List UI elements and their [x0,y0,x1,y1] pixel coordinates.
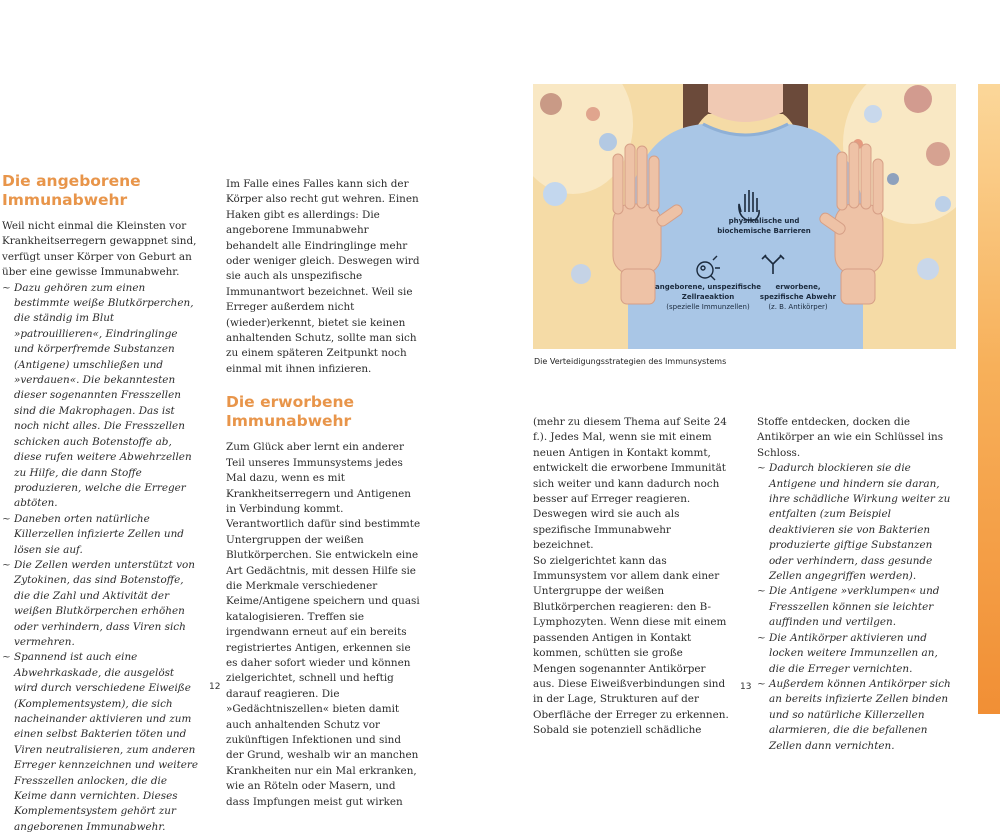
list-item: ~ Die Antikörper aktivieren und locken weitere Immunzellen an, die die Erreger vernichten. [757,631,956,677]
paragraph: Im Falle eines Falles kann sich der Körper also recht gut wehren. Einen Haken gibt es allerdings: Die angeborene Immunabwehr behandelt alle Eindringlinge mehr oder weniger gleich. Deswegen wird sie auch als unspezifische Immunantwort bezeichnet. Weil sie Erreger außerdem nicht (wieder)erkennt, bietet sie keinen anhaltenden Schutz, sollte man sich zu einem späteren Zeitpunkt noch einmal mit ihnen infizieren. [226,178,420,375]
label-barriers [709,216,819,236]
paragraph: (mehr zu diesem Thema auf Seite 24 f.). Jedes Mal, wenn sie mit einem neuen Antigen in Kontakt kommt, entwickelt die erworbene Immunität sich weiter und kann dadurch noch besser auf Erreger reagieren. Deswegen wird sie auch als spezifische Immunabwehr bezeichnet. [533,416,727,552]
heading-acquired-immunity: Die erworbene Immunabwehr [226,393,355,431]
list-item: ~ Die Antigene »verklumpen« und Fresszellen können sie leichter auffinden und vertilgen. [757,584,956,630]
list-item: ~ Spannend ist auch eine Abwehrkaskade, die ausgelöst wird durch verschiedene Eiweiße (Komplementsystem), die sich nacheinander aktivieren und zum einen selbst Bakterien töten und Viren neutralisieren, zum anderen Erreger kennzeichnen und weitere Fresszellen anlocken, die die Keime dann vernichten. Dieses Komplementsystem gehört zur angeborenen Immunabwehr. [2,650,199,835]
paragraph: Zum Glück aber lernt ein anderer Teil unseres Immunsystems jedes Mal dazu, wenn es mit Krankheitserregern und Antigenen in Verbindung kommt. Verantwortlich dafür sind bestimmte Untergruppen der weißen Blutkörperchen. Sie entwickeln eine Art Gedächtnis, mit dessen Hilfe sie die Merkmale verschiedener Keime/Antigene speichern und quasi katalogisieren. Treffen sie irgendwann erneut auf ein bereits registriertes Antigen, erkennen sie es daher sofort wieder und können zielgerichtet, schnell und heftig darauf reagieren. Die »Gedächtniszellen« bieten damit auch anhaltenden Schutz vor zukünftigen Infektionen und sind der Grund, weshalb wir an manchen Krankheiten nur ein Mal erkranken, wie an Röteln oder Masern, und dass Impfungen meist gut wirken [226,441,421,808]
label-innate [648,282,768,312]
left-column-2 [226,177,422,810]
chapter-edge-tab [978,84,1000,714]
heading-innate-immunity: Die angeborene Immunabwehr [2,172,141,209]
list-item: ~ Daneben orten natürliche Killerzellen infizierte Zellen und lösen sie auf. [2,512,199,558]
list-item: ~ Die Zellen werden unterstützt von Zytokinen, das sind Botenstoffe, die die Zahl und Aktivität der weißen Blutkörperchen erhöhen oder verhindern, dass Viren sich vermehren. [2,558,199,650]
right-column-2 [757,415,956,754]
page-number-right: 13 [740,682,752,692]
paragraph-intro: Weil nicht einmal die Kleinsten vor Krankheitserregern gewappnet sind, verfügt unser Körper von Geburt an über eine gewisse Immunabwehr. [2,220,197,279]
label-innate-sub: (spezielle Immunzellen) [666,303,750,311]
paragraph: Stoffe entdecken, docken die Antikörper an wie ein Schlüssel ins Schloss. [757,416,944,459]
left-column-1 [2,172,199,835]
label-innate-bold: angeborene, unspezifische Zellraeaktion [655,283,761,301]
paragraph: So zielgerichtet kann das Immunsystem vor allem dank einer Untergruppe der weißen Blutkörperchen reagieren: den B-Lymphozyten. Wenn diese mit einem passenden Antigen in Kontakt kommen, schütten sie große Mengen sogenannter Antikörper aus. Diese Eiweißverbindungen sind in der Lage, Strukturen auf der Oberfläche der Erreger zu erkennen. Sobald sie potenziell schädliche [533,554,729,737]
list-item: ~ Dadurch blockieren sie die Antigene und hindern sie daran, ihre schädliche Wirkung weiter zu entfalten (zum Beispiel deaktivieren sie von Bakterien produzierte giftige Substanzen oder verhindern, dass gesunde Zellen angegriffen werden). [757,461,956,584]
immune-system-illustration [533,84,956,349]
label-acquired-sub: (z. B. Antikörper) [768,303,828,311]
antibody-bullet-list [757,461,956,754]
label-barriers-text: physikalische und biochemische Barrieren [717,217,811,235]
label-acquired-bold: erworbene, spezifische Abwehr [759,283,837,301]
page-number-left: 12 [209,682,221,692]
list-item: ~ Außerdem können Antikörper sich an bereits infizierte Zellen binden und so natürliche Killerzellen alarmieren, die die befallenen Zellen dann vernichten. [757,677,956,754]
label-acquired [753,282,843,312]
figure-caption: Die Verteidigungsstrategien des Immunsystems [534,357,727,366]
list-item: ~ Dazu gehören zum einen bestimmte weiße Blutkörperchen, die ständig im Blut »patrouillieren«, Eindringlinge und körperfremde Substanzen (Antigene) umschließen und »verdauen«. Die bekanntesten dieser sogenannten Fresszellen sind die Makrophagen. Das ist noch nicht alles. Die Fresszellen schicken auch Botenstoffe ab, diese rufen weitere Abwehrzellen zu Hilfe, die dann Stoffe produzieren, welche die Erreger abtöten. [2,281,199,512]
right-column-1 [533,415,729,739]
innate-bullet-list [2,281,199,835]
